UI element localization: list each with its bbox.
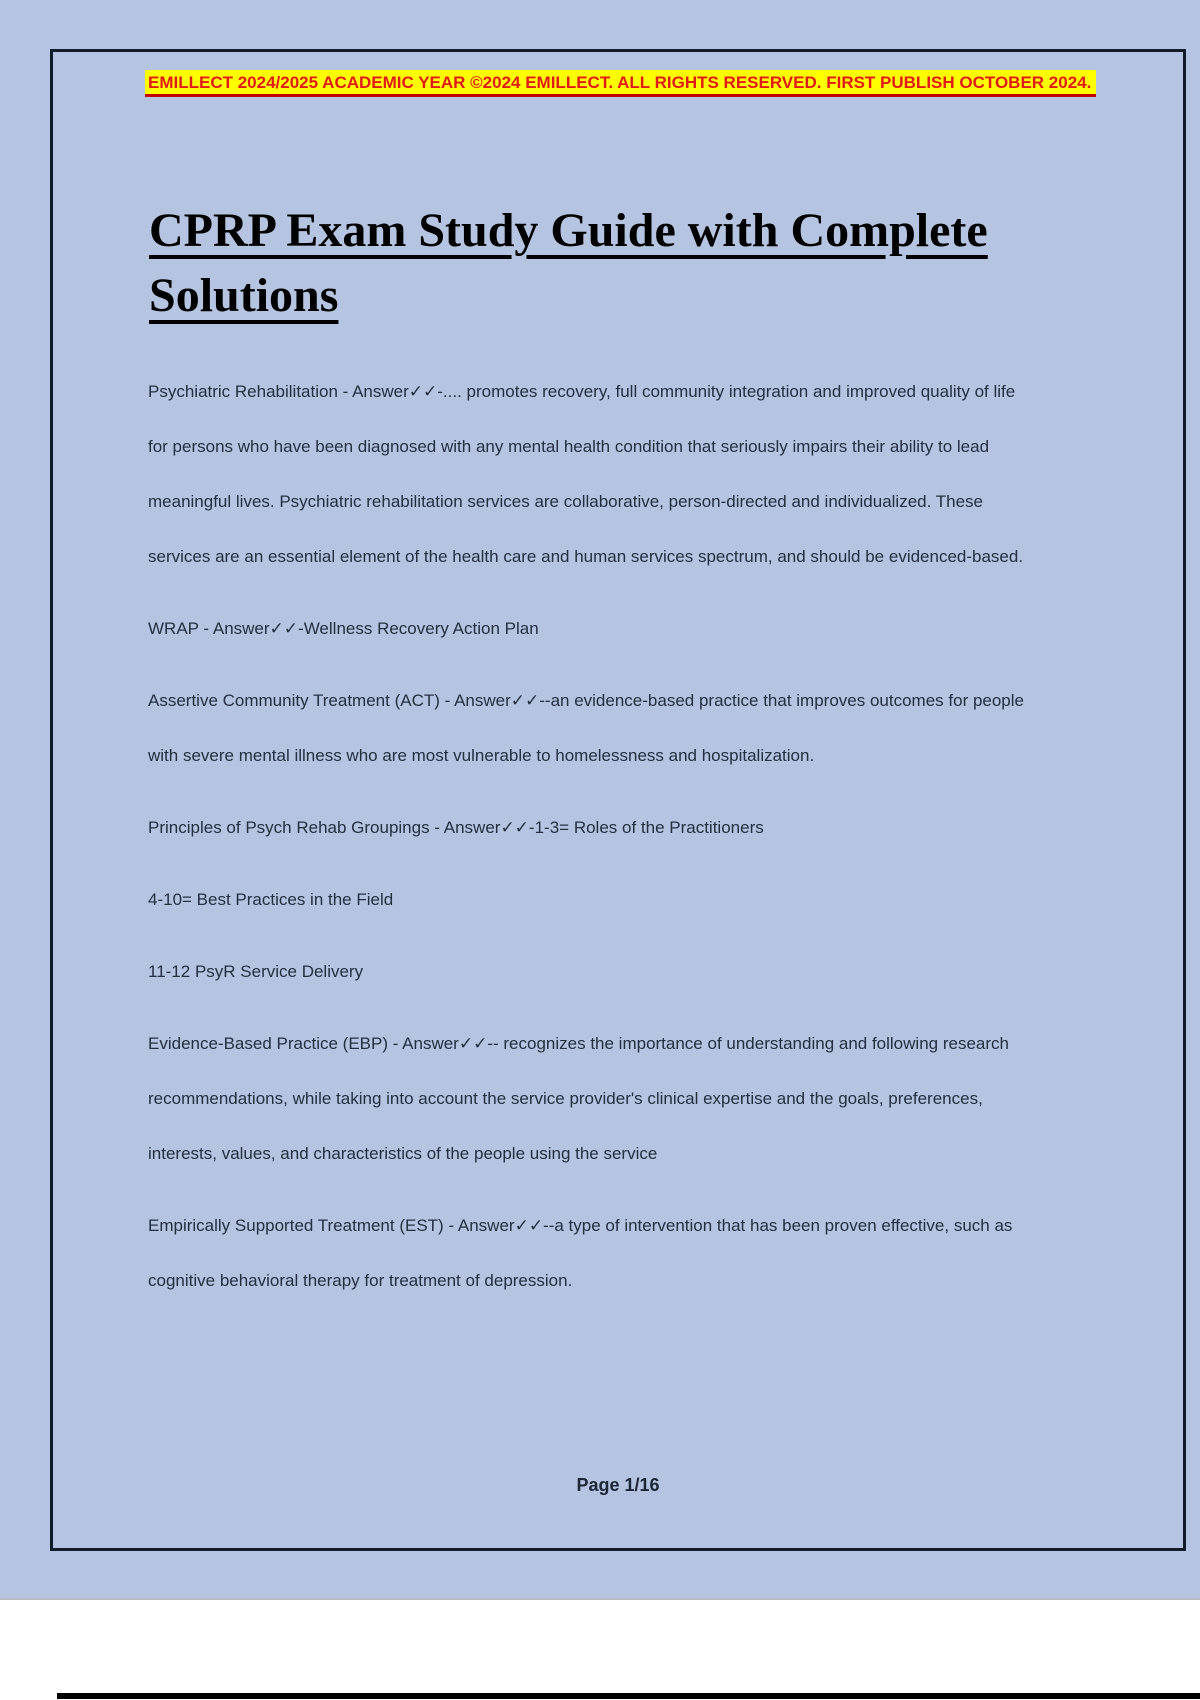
paragraph: WRAP - Answer✓✓-Wellness Recovery Action Plan [148, 619, 539, 638]
page-title: CPRP Exam Study Guide with Complete Solutions [149, 204, 988, 323]
page-number: Page 1/16 [576, 1475, 660, 1495]
paragraph: Principles of Psych Rehab Groupings - Answer✓✓-1-3= Roles of the Practitioners [148, 818, 764, 837]
paragraph: 4-10= Best Practices in the Field [148, 890, 394, 909]
next-page-edge-line [57, 1693, 1200, 1699]
paragraph: Evidence-Based Practice (EBP) - Answer✓✓-- recognizes the importance of understanding and following research recommendations, while taking into account the service provider's clinical expertise and the goals, preferences, interests, values, and characteristics of the people using the service [148, 1034, 1009, 1163]
copyright-banner: EMILLECT 2024/2025 ACADEMIC YEAR ©2024 EMILLECT. ALL RIGHTS RESERVED. FIRST PUBLISH OCTOBER 2024. [145, 70, 1096, 97]
paragraph: Empirically Supported Treatment (EST) - Answer✓✓--a type of intervention that has been proven effective, such as cognitive behavioral therapy for treatment of depression. [148, 1216, 1013, 1290]
paragraph: 11-12 PsyR Service Delivery [148, 962, 364, 981]
body-paragraphs [148, 364, 1028, 1325]
paragraph: Assertive Community Treatment (ACT) - Answer✓✓--an evidence-based practice that improves outcomes for people with severe mental illness who are most vulnerable to homelessness and hospitalization. [148, 691, 1024, 765]
paragraph: Psychiatric Rehabilitation - Answer✓✓-.... promotes recovery, full community integration and improved quality of life for persons who have been diagnosed with any mental health condition that seriously impairs their ability to lead meaningful lives. Psychiatric rehabilitation services are collaborative, person-directed and individualized. These services are an essential element of the health care and human services spectrum, and should be evidenced-based. [148, 382, 1024, 566]
